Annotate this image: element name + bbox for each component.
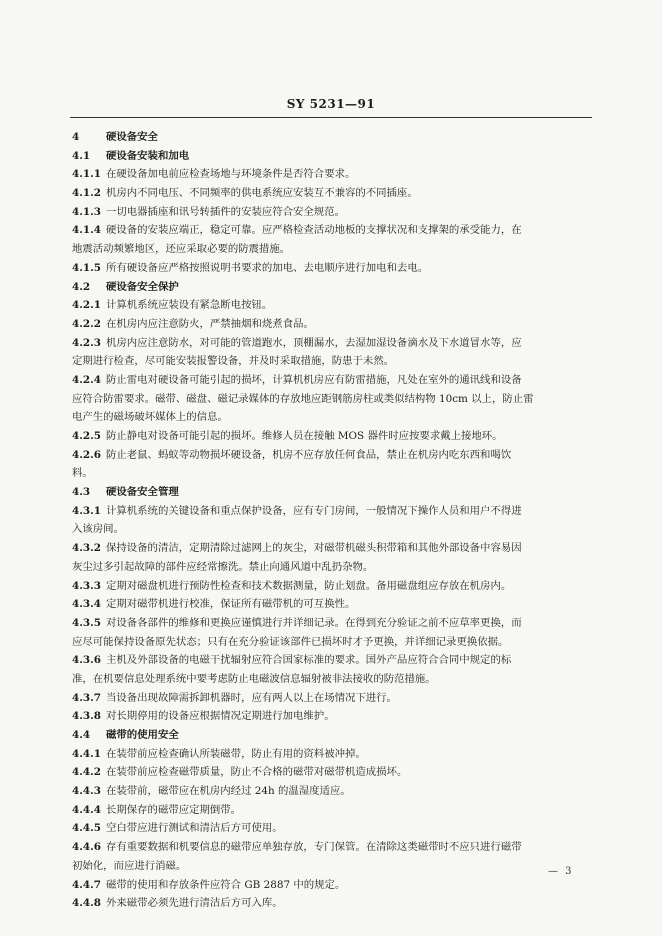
- document-body: [72, 128, 592, 913]
- clause-text: 在硬设备加电前应检查场地与环境条件是否符合要求。: [106, 168, 356, 181]
- clause-line: [72, 707, 592, 726]
- clause-line: [72, 203, 592, 222]
- clause-text: 在装带前应检查确认所装磁带，防止有用的资料被冲掉。: [106, 747, 366, 760]
- clause-text: 磁带的使用安全: [106, 729, 179, 741]
- clause-number: 4.2.4: [72, 373, 101, 386]
- clause-number: 4.4.1: [72, 747, 101, 760]
- clause-text: 对长期停用的设备应根据情况定期进行加电维护。: [106, 710, 335, 723]
- clause-continuation: [72, 352, 592, 371]
- clause-number: 4.1.2: [72, 187, 101, 200]
- clause-text: 计算机系统应装设有紧急断电按钮。: [106, 299, 273, 312]
- clause-number: 4.3.8: [72, 710, 101, 723]
- clause-number: 4.3.4: [72, 598, 101, 611]
- clause-line: [72, 894, 592, 913]
- clause-line: [72, 221, 592, 240]
- clause-text: 在装带前，磁带应在机房内经过 24h 的温湿度适应。: [106, 785, 351, 798]
- clause-number: 4.2.5: [72, 430, 101, 442]
- clause-line: [72, 334, 592, 353]
- clause-text: 电产生的磁场破坏媒体上的信息。: [72, 411, 228, 424]
- clause-number: 4.2.2: [72, 317, 101, 330]
- clause-number: 4.2: [72, 280, 91, 293]
- clause-text: 对设备各部件的维修和更换应谨慎进行并详细记录。在得到充分验证之前不应草率更换，而: [106, 616, 522, 629]
- clause-continuation: [72, 408, 592, 427]
- clause-number: 4.4.2: [72, 766, 101, 779]
- clause-line: [72, 427, 592, 446]
- clause-line: [72, 371, 592, 390]
- clause-text: 计算机系统的关键设备和重点保护设备，应有专门房间，一般情况下操作人员和用户不得进: [106, 504, 522, 517]
- section-heading: [72, 278, 592, 297]
- clause-text: 料。: [72, 467, 93, 480]
- clause-text: 初始化，而应进行消磁。: [72, 859, 187, 872]
- clause-number: 4.3.2: [72, 542, 101, 555]
- clause-text: 所有硬设备应严格按照说明书要求的加电、去电顺序进行加电和去电。: [106, 261, 429, 274]
- clause-text: 定期进行检查，尽可能安装报警设备，并及时采取措施，防患于未然。: [72, 355, 395, 368]
- clause-number: 4.3.7: [72, 691, 101, 704]
- clause-text: 入该房间。: [72, 523, 124, 536]
- clause-number: 4.3.1: [72, 504, 101, 517]
- clause-number: 4.1.3: [72, 205, 101, 218]
- clause-number: 4.4.6: [72, 841, 101, 854]
- clause-line: [72, 876, 592, 895]
- clause-text: 定期对磁盘机进行预防性检查和技术数据测量，防止划盘。备用磁盘组应存放在机房内。: [106, 579, 512, 592]
- clause-continuation: [72, 670, 592, 689]
- clause-number: 4.1: [72, 149, 91, 162]
- clause-text: 硬设备安全保护: [106, 280, 179, 293]
- clause-text: 长期保存的磁带应定期倒带。: [106, 803, 242, 816]
- clause-text: 存有重要数据和机要信息的磁带应单独存放，专门保管。在清除这类磁带时不应只进行磁带: [106, 841, 522, 854]
- clause-line: [72, 782, 592, 801]
- clause-line: [72, 577, 592, 596]
- clause-text: 防止雷电对硬设备可能引起的损坏，计算机机房应有防雷措施，凡处在室外的通讯线和设备: [106, 373, 522, 386]
- clause-number: 4.4.4: [72, 803, 101, 816]
- clause-number: 4.4.3: [72, 785, 101, 798]
- clause-line: [72, 651, 592, 670]
- section-heading: [72, 483, 592, 502]
- clause-text: 当设备出现故障需拆卸机器时，应有两人以上在场情况下进行。: [106, 691, 397, 704]
- clause-text: 地震活动频繁地区，还应采取必要的防震措施。: [72, 243, 291, 256]
- clause-number: 4.3.5: [72, 616, 101, 629]
- clause-text: 硬设备安全管理: [106, 486, 179, 499]
- clause-line: [72, 801, 592, 820]
- clause-line: [72, 689, 592, 708]
- clause-text: 灰尘过多引起故障的部件应经常擦洗。禁止向通风道中乱扔杂物。: [72, 560, 374, 573]
- clause-text: 保持设备的清洁，定期清除过滤网上的灰尘，对磁带机磁头积带箱和其他外部设备中容易因: [106, 542, 522, 555]
- clause-continuation: [72, 390, 592, 409]
- clause-continuation: [72, 520, 592, 539]
- clause-text: 在装带前应检查磁带质量，防止不合格的磁带对磁带机造成损坏。: [106, 766, 408, 779]
- clause-number: 4.2.3: [72, 336, 101, 349]
- clause-number: 4.3.3: [72, 579, 101, 592]
- clause-text: 防止老鼠、蚂蚁等动物损坏硬设备，机房不应存放任何食品，禁止在机房内吃东西和喝饮: [106, 448, 512, 461]
- clause-number: 4.3.6: [72, 654, 101, 667]
- clause-text: 外来磁带必须先进行清洁后方可入库。: [106, 897, 283, 910]
- clause-text: 准，在机要信息处理系统中要考虑防止电磁波信息辐射被非法接收的防范措施。: [72, 672, 436, 685]
- clause-text: 硬设备的安装应端正，稳定可靠。应严格检查活动地板的支撑状况和支撑架的承受能力，在: [106, 224, 522, 237]
- clause-line: [72, 315, 592, 334]
- clause-line: [72, 838, 592, 857]
- header-rule: [70, 117, 592, 118]
- clause-number: 4.4: [72, 729, 91, 741]
- clause-text: 机房内应注意防水，对可能的管道跑水，顶棚漏水，去湿加湿设备滴水及下水道冒水等，应: [106, 336, 522, 349]
- clause-number: 4.1.4: [72, 224, 101, 237]
- clause-number: 4.3: [72, 486, 91, 499]
- clause-continuation: [72, 240, 592, 259]
- clause-continuation: [72, 558, 592, 577]
- clause-text: 一切电器插座和讯号转插件的安装应符合安全规范。: [106, 205, 345, 218]
- clause-line: [72, 819, 592, 838]
- section-heading: [72, 147, 592, 166]
- clause-line: [72, 745, 592, 764]
- section-heading: [72, 726, 592, 745]
- clause-line: [72, 595, 592, 614]
- clause-line: [72, 614, 592, 633]
- clause-line: [72, 259, 592, 278]
- clause-continuation: [72, 464, 592, 483]
- clause-number: 4.4.5: [72, 822, 101, 835]
- clause-line: [72, 296, 592, 315]
- clause-continuation: [72, 633, 592, 652]
- clause-line: [72, 184, 592, 203]
- clause-line: [72, 446, 592, 465]
- clause-text: 防止静电对设备可能引起的损坏。维修人员在接触 MOS 器件时应按要求戴上接地环。: [106, 430, 503, 442]
- clause-text: 硬设备安全: [106, 131, 158, 143]
- clause-text: 空白带应进行测试和清洁后方可使用。: [106, 822, 283, 835]
- clause-text: 磁带的使用和存放条件应符合 GB 2887 中的规定。: [106, 878, 346, 891]
- clause-number: 4.1.1: [72, 168, 101, 181]
- clause-number: 4.2.6: [72, 448, 101, 461]
- clause-number: 4.1.5: [72, 261, 101, 274]
- clause-text: 应尽可能保持设备原先状态；只有在充分验证该部件已损坏时才予更换，并详细记录更换依据。: [72, 635, 509, 648]
- clause-continuation: [72, 857, 592, 876]
- clause-line: [72, 763, 592, 782]
- clause-number: 4.2.1: [72, 299, 101, 312]
- clause-line: [72, 502, 592, 521]
- clause-text: 应符合防雷要求。磁带、磁盘、磁记录媒体的存放地应距钢筋房柱或类似结构物 10cm 以上，防止雷: [72, 392, 534, 405]
- clause-text: 定期对磁带机进行校准，保证所有磁带机的可互换性。: [106, 598, 356, 611]
- clause-line: [72, 165, 592, 184]
- clause-text: 硬设备安装和加电: [106, 149, 190, 162]
- clause-number: 4.4.8: [72, 897, 101, 910]
- clause-number: 4.4.7: [72, 878, 101, 891]
- clause-line: [72, 539, 592, 558]
- standard-code-header: SY 5231—91: [286, 97, 376, 111]
- section-heading: [72, 128, 592, 147]
- clause-number: 4: [72, 131, 80, 143]
- clause-text: 主机及外部设备的电磁干扰辐射应符合国家标准的要求。国外产品应符合合同中规定的标: [106, 654, 512, 667]
- clause-text: 在机房内应注意防火，严禁抽烟和烧煮食品。: [106, 317, 314, 330]
- page-number: — 3: [548, 866, 574, 877]
- clause-text: 机房内不同电压、不同频率的供电系统应安装互不兼容的不同插座。: [106, 187, 418, 200]
